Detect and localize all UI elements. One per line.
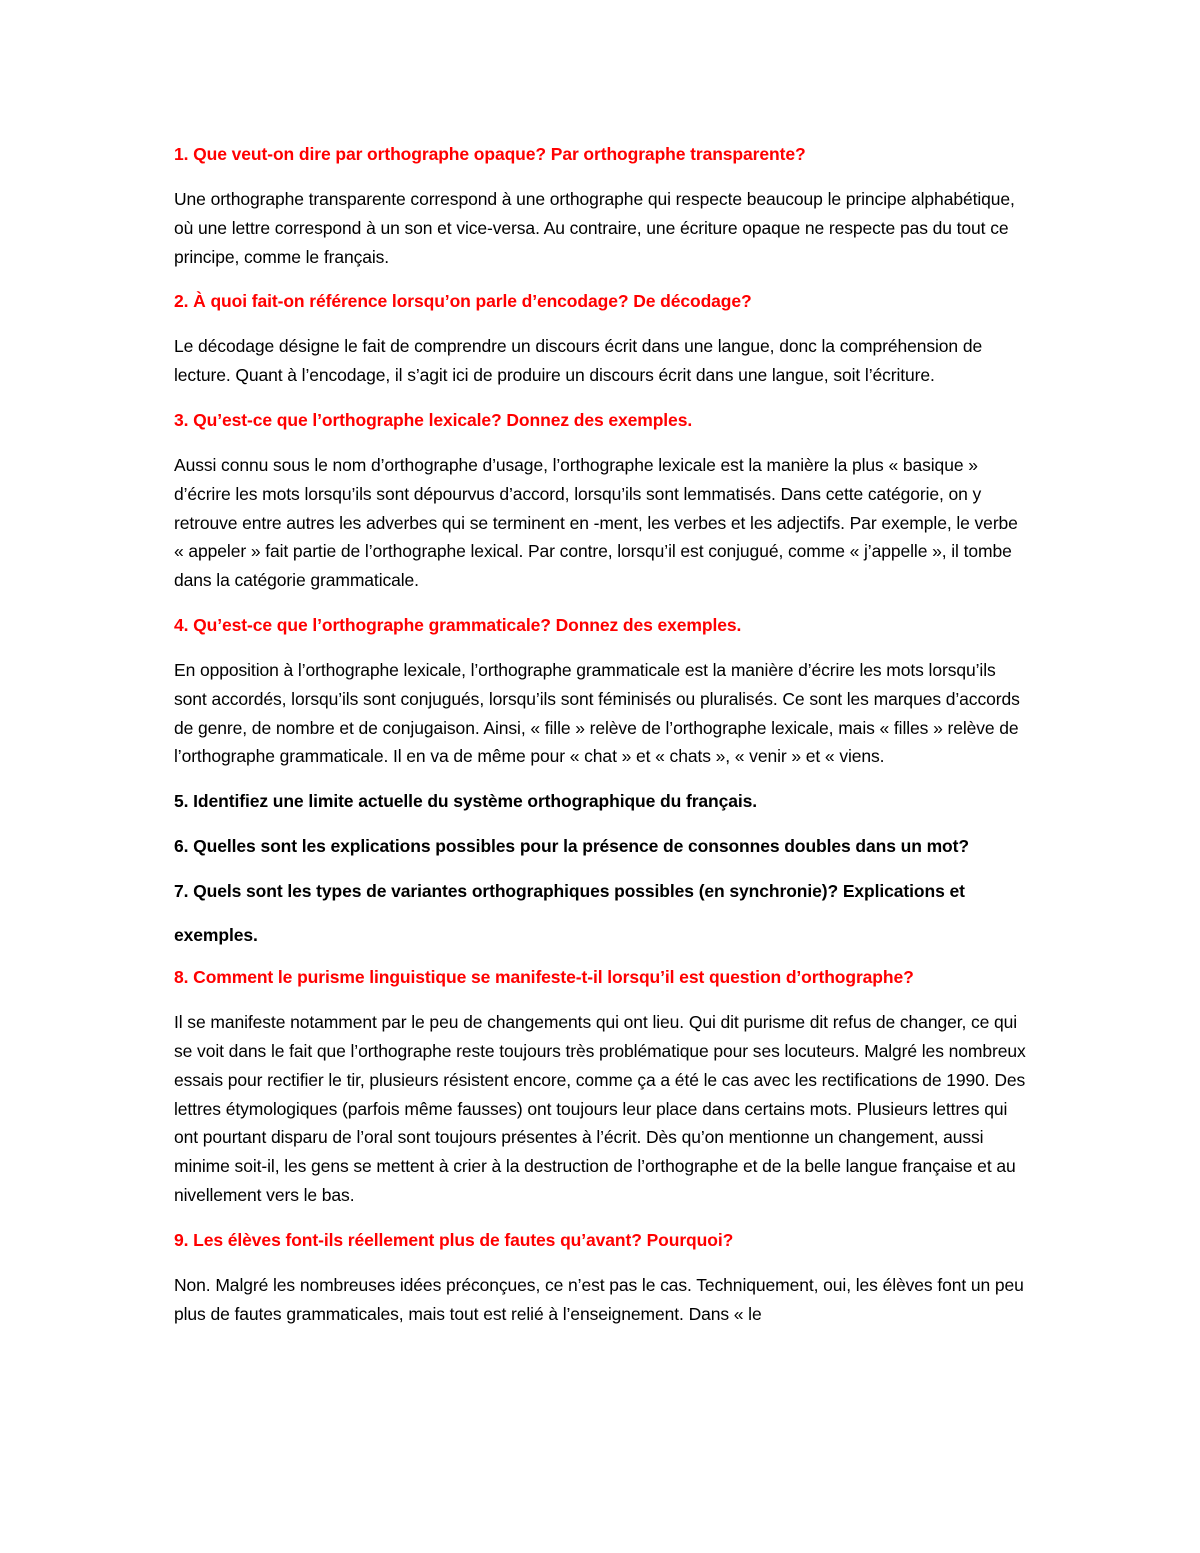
question-5: 5. Identifiez une limite actuelle du système orthographique du français. <box>174 791 758 812</box>
question-3: 3. Qu’est-ce que l’orthographe lexicale? Donnez des exemples. <box>174 409 693 430</box>
question-2: 2. À quoi fait-on référence lorsqu’on parle d’encodage? De décodage? <box>174 291 752 312</box>
question-1: 1. Que veut-on dire par orthographe opaque? Par orthographe transparente? <box>174 144 806 164</box>
answer-4: En opposition à l’orthographe lexicale, l’orthographe grammaticale est la manière d’écrire les mots lorsqu’ils sont accordés, lorsqu’ils sont conjugués, lorsqu’ils sont féminisés ou pluralisés. Ce sont les marques d’accords de genre, de nombre et de conjugaison. Ainsi, « fille » relève de l’orthographe lexicale, mais « filles » relève de l’orthographe grammaticale. Il en va de même pour « chat » et « chats », « venir » et « viens. <box>174 659 1020 767</box>
answer-9: Non. Malgré les nombreuses idées préconçues, ce n’est pas le cas. Techniquement, oui, les élèves font un peu plus de fautes grammaticales, mais tout est relié à l’enseignement. Dans « le <box>174 1274 1024 1324</box>
question-7: 7. Quels sont les types de variantes orthographiques possibles (en synchronie)? Explications et exemples. <box>174 881 965 946</box>
answer-1: Une orthographe transparente correspond à une orthographe qui respecte beaucoup le principe alphabétique, où une lettre correspond à un son et vice-versa. Au contraire, une écriture opaque ne respecte pas du tout ce principe, comme le français. <box>174 189 1015 267</box>
answer-8: Il se manifeste notamment par le peu de changements qui ont lieu. Qui dit purisme dit refus de changer, ce qui se voit dans le fait que l’orthographe reste toujours très problématique pour ses locuteurs. Malgré les nombreux essais pour rectifier le tir, plusieurs résistent encore, comme ça a été le cas avec les rectifications de 1990. Des lettres étymologiques (parfois même fausses) ont toujours leur place dans certains mots. Plusieurs lettres qui ont pourtant disparu de l’oral sont toujours présentes à l’écrit. Dès qu’on mentionne un changement, aussi minime soit-il, les gens se mettent à crier à la destruction de l’orthographe et de la belle langue française et au nivellement vers le bas. <box>174 1012 1026 1205</box>
answer-2: Le décodage désigne le fait de comprendre un discours écrit dans une langue, donc la compréhension de lecture. Quant à l’encodage, il s’agit ici de produire un discours écrit dans une langue, soit l’écriture. <box>174 336 983 386</box>
question-6: 6. Quelles sont les explications possibles pour la présence de consonnes doubles dans un mot? <box>174 836 969 857</box>
question-4: 4. Qu’est-ce que l’orthographe grammaticale? Donnez des exemples. <box>174 614 742 635</box>
question-8: 8. Comment le purisme linguistique se manifeste-t-il lorsqu’il est question d’orthographe? <box>174 967 914 988</box>
document-page <box>174 140 1030 1344</box>
answer-3: Aussi connu sous le nom d’orthographe d’usage, l’orthographe lexicale est la manière la plus « basique » d’écrire les mots lorsqu’ils sont dépourvus d’accord, lorsqu’ils sont lemmatisés. Dans cette catégorie, on y retrouve entre autres les adverbes qui se terminent en -ment, les verbes et les adjectifs. Par exemple, le verbe « appeler » fait partie de l’orthographe lexical. Par contre, lorsqu’il est conjugué, comme « j’appelle », il tombe dans la catégorie grammaticale. <box>174 454 1018 591</box>
question-9: 9. Les élèves font-ils réellement plus de fautes qu’avant? Pourquoi? <box>174 1229 734 1250</box>
